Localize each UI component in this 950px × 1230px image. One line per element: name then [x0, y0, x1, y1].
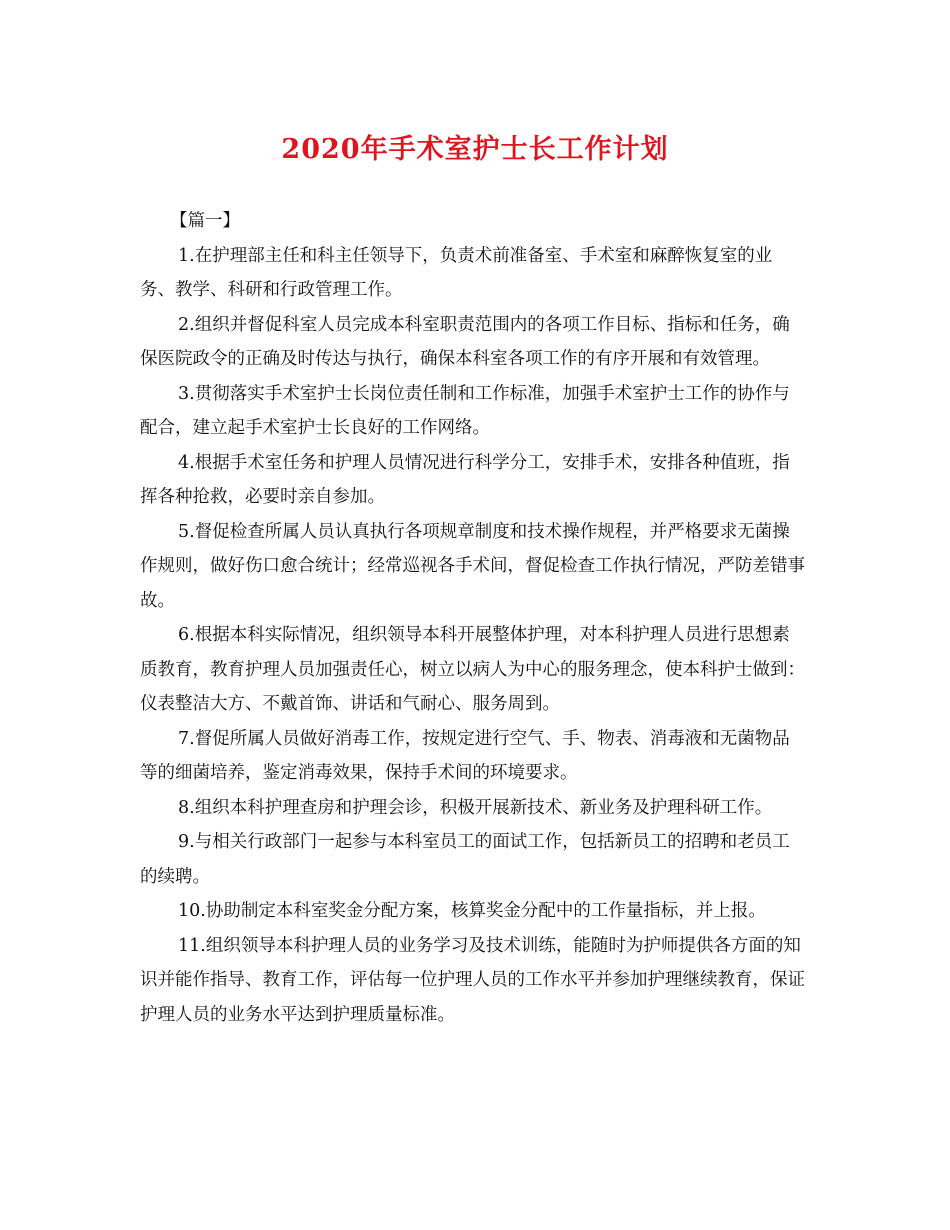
document-title: 2020年手术室护士长工作计划: [281, 134, 669, 165]
paragraph-item-11: 11.组织领导本科护理人员的业务学习及技术训练，能随时为护师提供各方面的知识并能作指导、教育工作，评估每一位护理人员的工作水平并参加护理继续教育，保证护理人员的业务水平达到护理质量标准。: [140, 935, 805, 1025]
paragraph-item-6: 6.根据本科实际情况，组织领导本科开展整体护理，对本科护理人员进行思想素质教育，教育护理人员加强责任心，树立以病人为中心的服务理念，使本科护士做到：仪表整洁大方、不戴首饰、讲话和气耐心、服务周到。: [140, 625, 805, 714]
paragraph-item-4: 4.根据手术室任务和护理人员情况进行科学分工，安排手术，安排各种值班，指挥各种抢救，必要时亲自参加。: [140, 452, 790, 507]
document-body: [140, 204, 805, 1032]
paragraph-item-2: 2.组织并督促科室人员完成本科室职责范围内的各项工作目标、指标和任务，确保医院政令的正确及时传达与执行，确保本科室各项工作的有序开展和有效管理。: [140, 314, 790, 369]
paragraph-item-1: 1.在护理部主任和科主任领导下，负责术前准备室、手术室和麻醉恢复室的业务、教学、科研和行政管理工作。: [140, 245, 773, 300]
paragraph-item-3: 3.贯彻落实手术室护士长岗位责任制和工作标准，加强手术室护士工作的协作与配合，建立起手术室护士长良好的工作网络。: [140, 383, 790, 438]
paragraph-item-8: 8.组织本科护理查房和护理会诊，积极开展新技术、新业务及护理科研工作。: [178, 797, 773, 818]
paragraph-item-7: 7.督促所属人员做好消毒工作，按规定进行空气、手、物表、消毒液和无菌物品等的细菌培养，鉴定消毒效果，保持手术间的环境要求。: [140, 728, 790, 783]
paragraph-item-10: 10.协助制定本科室奖金分配方案，核算奖金分配中的工作量指标，并上报。: [178, 901, 766, 921]
paragraph-item-5: 5.督促检查所属人员认真执行各项规章制度和技术操作规程，并严格要求无菌操作规则，做好伤口愈合统计；经常巡视各手术间，督促检查工作执行情况，严防差错事故。: [140, 521, 805, 611]
paragraph-item-9: 9.与相关行政部门一起参与本科室员工的面试工作，包括新员工的招聘和老员工的续聘。: [140, 832, 790, 887]
section-heading: 【篇一】: [170, 211, 240, 231]
